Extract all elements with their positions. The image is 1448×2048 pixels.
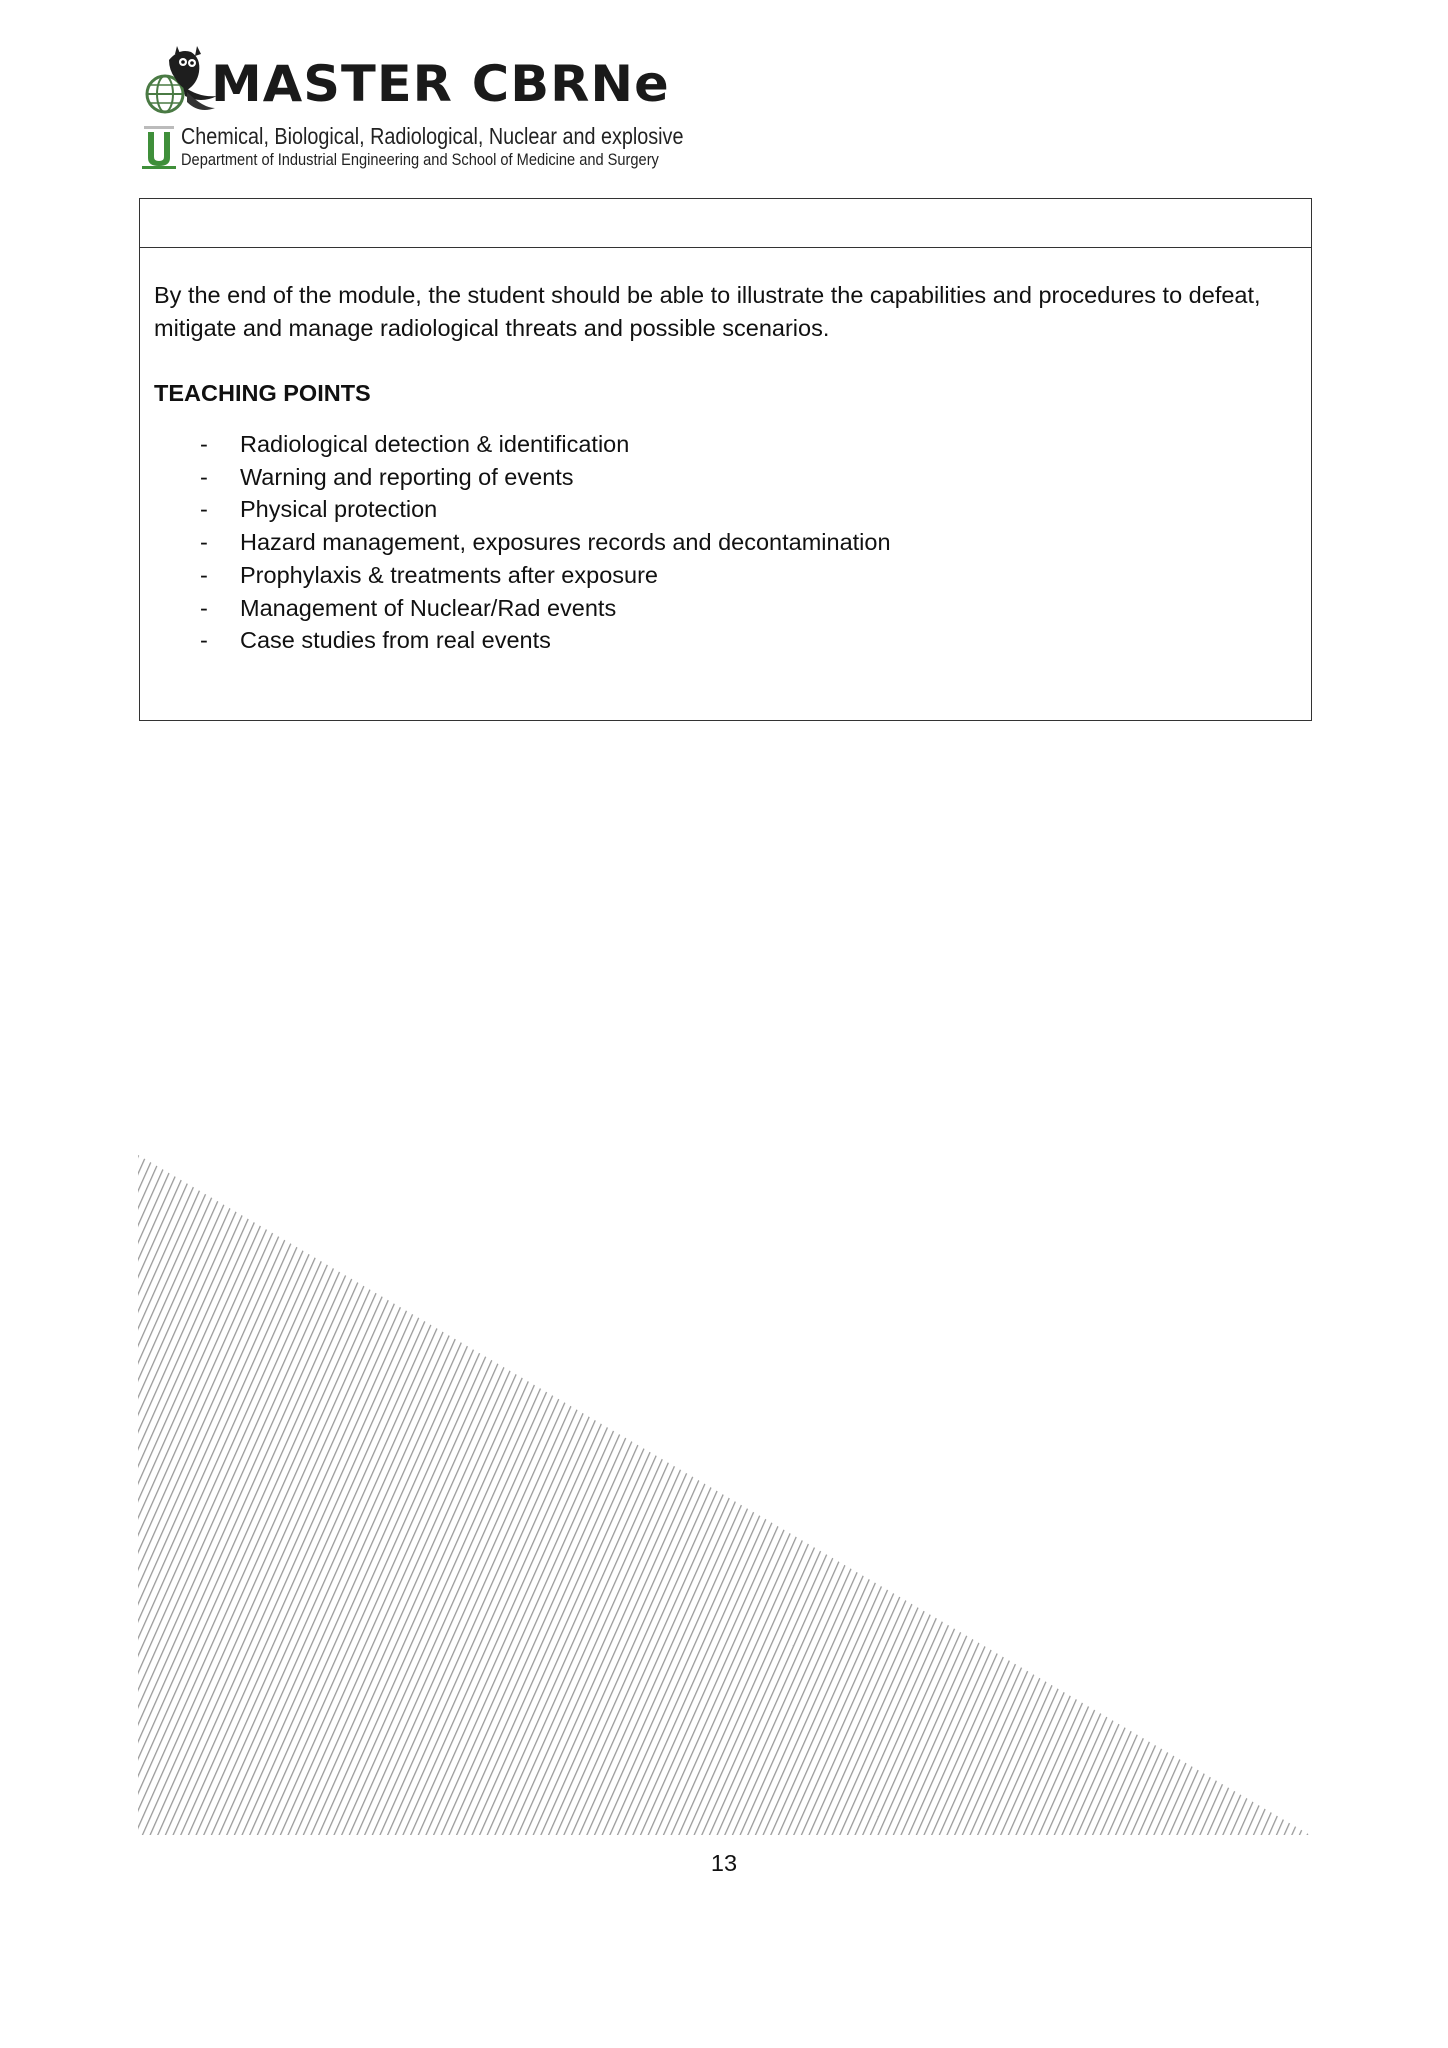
teaching-point-text: Case studies from real events (240, 627, 551, 654)
teaching-point-text: Radiological detection & identification (240, 431, 630, 457)
teaching-point-text: Hazard management, exposures records and decontamination (240, 529, 891, 556)
bullet-dash: - (200, 529, 208, 556)
page-number: 13 (710, 1850, 738, 1876)
teaching-point-text: Physical protection (240, 496, 438, 523)
teaching-point-item (154, 526, 1297, 559)
logo-top-row (139, 42, 670, 120)
logo-department: Department of Industrial Engineering and School of Medicine and Surgery (181, 150, 659, 169)
teaching-points-heading: TEACHING POINTS (154, 380, 371, 406)
bullet-dash: - (200, 431, 208, 457)
bullet-dash: - (200, 561, 208, 588)
box-body (140, 248, 1311, 657)
teaching-point-item (154, 624, 1297, 657)
bullet-dash: - (200, 627, 208, 654)
module-content-box (139, 198, 1312, 721)
logo-subtitle: Chemical, Biological, Radiological, Nuclear and explosive (181, 123, 684, 149)
teaching-points-list (154, 428, 1297, 657)
header-logo (139, 42, 684, 174)
box-header-row (140, 199, 1311, 248)
university-logo-icon (141, 122, 177, 170)
bullet-dash: - (200, 496, 208, 523)
hatched-triangle-decoration (138, 1155, 1310, 1835)
bullet-dash: - (200, 594, 208, 621)
bullet-dash: - (200, 463, 208, 490)
teaching-point-text: Prophylaxis & treatments after exposure (240, 561, 658, 588)
teaching-point-text: Warning and reporting of events (240, 463, 574, 490)
owl-globe-icon (139, 42, 217, 120)
teaching-point-item (154, 493, 1297, 526)
teaching-point-text: Management of Nuclear/Rad events (240, 594, 617, 621)
module-objective: By the end of the module, the student should be able to illustrate the capabilities and procedures to defeat, mitigate and manage radiological threats and possible scenarios. (154, 282, 1261, 341)
teaching-point-item (154, 428, 1297, 461)
teaching-point-item (154, 559, 1297, 592)
logo-title: MASTER CBRNe (211, 55, 670, 113)
teaching-point-item (154, 461, 1297, 494)
teaching-point-item (154, 592, 1297, 625)
